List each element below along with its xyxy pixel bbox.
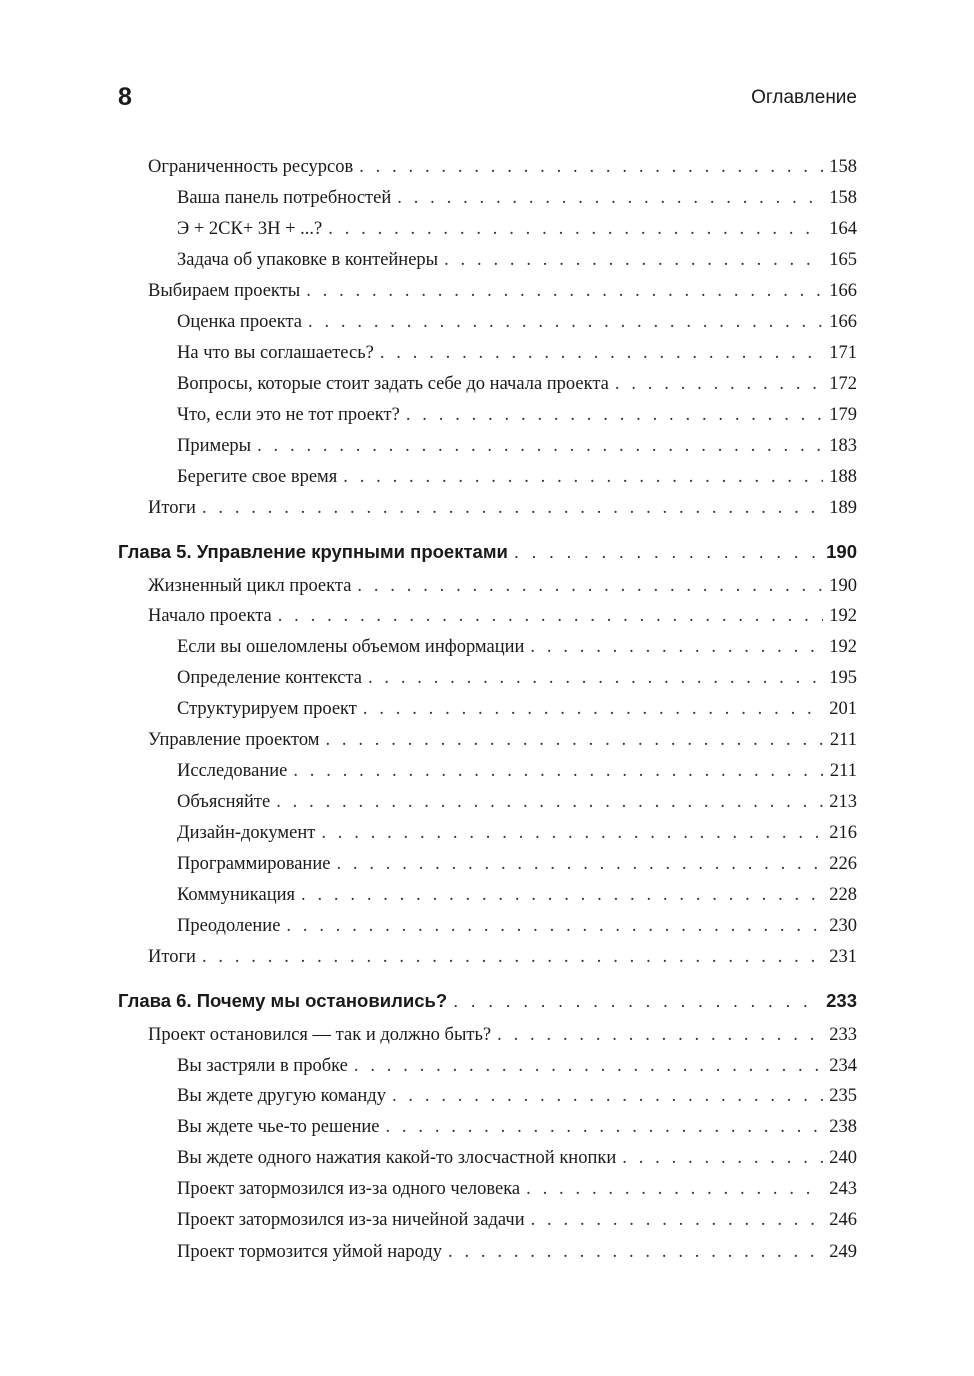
toc-entry-page: 188	[829, 467, 857, 487]
leader-dots	[306, 310, 823, 334]
toc-entry-page: 158	[829, 188, 857, 208]
toc-entry-page: 234	[829, 1056, 857, 1076]
leader-dots	[200, 496, 823, 520]
toc-entry	[148, 279, 857, 303]
toc-entry	[177, 248, 857, 272]
leader-dots	[361, 697, 823, 721]
toc-entry	[177, 821, 857, 845]
toc-entry-title: Дизайн-документ	[177, 823, 316, 843]
toc-entry-title: Вы застряли в пробке	[177, 1056, 348, 1076]
toc-entry-title: Э + 2СК+ 3Н + ...?	[177, 219, 323, 239]
toc-entry-title: Управление проектом	[148, 730, 320, 750]
leader-dots	[291, 759, 824, 783]
toc-entry	[177, 217, 857, 241]
toc-chapter	[118, 989, 857, 1013]
leader-dots	[276, 604, 824, 628]
toc-entry-title: Преодоление	[177, 916, 281, 936]
toc-entry	[177, 1208, 857, 1232]
toc-entry-title: Проект затормозился из-за одного человека	[177, 1179, 521, 1199]
leader-dots	[274, 790, 823, 814]
leader-dots	[383, 1115, 823, 1139]
toc-entry	[177, 1240, 857, 1264]
toc-entry-title: Коммуникация	[177, 885, 296, 905]
toc-entry-title: Берегите свое время	[177, 467, 338, 487]
leader-dots	[366, 666, 823, 690]
leader-dots	[334, 852, 823, 876]
toc-entry-title: Проект тормозится уймой народу	[177, 1242, 443, 1262]
toc-entry-page: 192	[829, 606, 857, 626]
toc-entry-title: Выбираем проекты	[148, 281, 301, 301]
toc-chapter-title: Глава 5. Управление крупными проектами	[118, 541, 508, 562]
toc-entry	[177, 883, 857, 907]
toc-entry-title: Ограниченность ресурсов	[148, 157, 354, 177]
leader-dots	[299, 883, 823, 907]
toc-entry-page: 183	[829, 436, 857, 456]
toc-chapter-page: 190	[826, 541, 857, 562]
toc-entry	[148, 496, 857, 520]
running-head-title: Оглавление	[751, 87, 857, 108]
toc-entry-page: 165	[829, 250, 857, 270]
toc-entry-title: Жизненный цикл проекта	[148, 576, 352, 596]
toc-entry-title: Если вы ошеломлены объемом информации	[177, 637, 525, 657]
toc-entry	[177, 1084, 857, 1108]
toc-entry-title: Проект остановился — так и должно быть?	[148, 1025, 492, 1045]
toc-entry-page: 172	[829, 374, 857, 394]
leader-dots	[404, 403, 823, 427]
toc-entry	[177, 1115, 857, 1139]
leader-dots	[304, 279, 823, 303]
toc-entry-title: Примеры	[177, 436, 252, 456]
toc-entry	[177, 759, 857, 783]
page-number: 8	[118, 83, 132, 111]
toc-entry	[148, 728, 857, 752]
toc-entry-title: Что, если это не тот проект?	[177, 405, 400, 425]
toc-entry-page: 166	[829, 312, 857, 332]
toc-entry-page: 195	[829, 668, 857, 688]
toc-entry-title: Проект затормозился из-за ничейной задачи	[177, 1210, 525, 1230]
toc-entry	[148, 945, 857, 969]
toc-entry-page: 231	[829, 947, 857, 967]
toc-entry-title: Начало проекта	[148, 606, 272, 626]
toc-chapter	[118, 540, 857, 564]
leader-dots	[613, 372, 823, 396]
toc-entry-page: 230	[829, 916, 857, 936]
leader-dots	[395, 186, 823, 210]
leader-dots	[323, 728, 823, 752]
toc-entry	[177, 1054, 857, 1078]
toc-entry-page: 238	[829, 1117, 857, 1137]
toc-entry-page: 190	[829, 576, 857, 596]
toc-entry-title: Вопросы, которые стоит задать себе до начала проекта	[177, 374, 609, 394]
toc-entry-page: 246	[829, 1210, 857, 1230]
leader-dots	[341, 465, 823, 489]
toc-entry-page: 235	[829, 1086, 857, 1106]
toc-entry-title: Оценка проекта	[177, 312, 303, 332]
toc-entry-title: Определение контекста	[177, 668, 362, 688]
toc-entry	[177, 635, 857, 659]
leader-dots	[319, 821, 823, 845]
toc-entry-title: Ваша панель потребностей	[177, 188, 392, 208]
leader-dots	[529, 1208, 824, 1232]
toc-entry-page: 213	[829, 792, 857, 812]
leader-dots	[255, 434, 823, 458]
toc-entry	[177, 310, 857, 334]
toc-entry-title: Итоги	[148, 498, 196, 518]
toc-entry-page: 211	[829, 761, 857, 781]
leader-dots	[446, 1240, 823, 1264]
toc-entry-page: 228	[829, 885, 857, 905]
toc-entry-title: Исследование	[177, 761, 288, 781]
leader-dots	[390, 1084, 823, 1108]
toc-entry-page: 192	[829, 637, 857, 657]
toc-entry-title: Вы ждете чье-то решение	[177, 1117, 380, 1137]
toc-entry-page: 211	[829, 730, 857, 750]
toc-entry-title: Задача об упаковке в контейнеры	[177, 250, 439, 270]
leader-dots	[378, 341, 823, 365]
toc-entry	[177, 403, 857, 427]
toc-entry-title: Вы ждете одного нажатия какой-то злосчастной кнопки	[177, 1148, 617, 1168]
toc-entry-page: 166	[829, 281, 857, 301]
toc-entry-title: Итоги	[148, 947, 196, 967]
toc-entry	[177, 914, 857, 938]
leader-dots	[528, 635, 823, 659]
toc-entry-title: Вы ждете другую команду	[177, 1086, 386, 1106]
leader-dots	[357, 155, 823, 179]
toc-entry-page: 164	[829, 219, 857, 239]
leader-dots	[200, 945, 823, 969]
toc-entry-page: 216	[829, 823, 857, 843]
toc-entry-page: 249	[829, 1242, 857, 1262]
toc-entry	[177, 790, 857, 814]
leader-dots	[524, 1177, 823, 1201]
toc-chapter-page: 233	[826, 990, 857, 1011]
toc-entry-page: 240	[829, 1148, 857, 1168]
toc-entry	[177, 465, 857, 489]
toc-entry	[177, 1177, 857, 1201]
toc-entry	[177, 666, 857, 690]
toc-entry-page: 179	[829, 405, 857, 425]
leader-dots	[620, 1146, 823, 1170]
toc-chapter-title: Глава 6. Почему мы остановились?	[118, 990, 448, 1011]
toc-entry-page: 189	[829, 498, 857, 518]
toc-entry	[177, 186, 857, 210]
toc-entry	[148, 1023, 857, 1047]
leader-dots	[284, 914, 823, 938]
leader-dots	[451, 989, 820, 1013]
toc-entry	[148, 574, 857, 598]
toc-entry	[177, 697, 857, 721]
toc-entry	[148, 155, 857, 179]
leader-dots	[326, 217, 823, 241]
toc-entry-title: Программирование	[177, 854, 331, 874]
toc-entry-page: 233	[829, 1025, 857, 1045]
toc-entry-page: 158	[829, 157, 857, 177]
leader-dots	[352, 1054, 823, 1078]
toc-entry-page: 201	[829, 699, 857, 719]
toc-entry	[177, 341, 857, 365]
toc-entry-page: 243	[829, 1179, 857, 1199]
leader-dots	[495, 1023, 823, 1047]
toc-entry-page: 226	[829, 854, 857, 874]
toc-entry-page: 171	[829, 343, 857, 363]
toc-entry-title: Структурируем проект	[177, 699, 357, 719]
toc-entry	[177, 852, 857, 876]
toc-entry	[177, 434, 857, 458]
toc-entry	[177, 1146, 857, 1170]
toc-entry	[148, 604, 857, 628]
leader-dots	[442, 248, 823, 272]
toc-entry-title: Объясняйте	[177, 792, 271, 812]
leader-dots	[355, 574, 823, 598]
leader-dots	[512, 540, 820, 564]
toc-entry-title: На что вы соглашаетесь?	[177, 343, 374, 363]
toc-entry	[177, 372, 857, 396]
